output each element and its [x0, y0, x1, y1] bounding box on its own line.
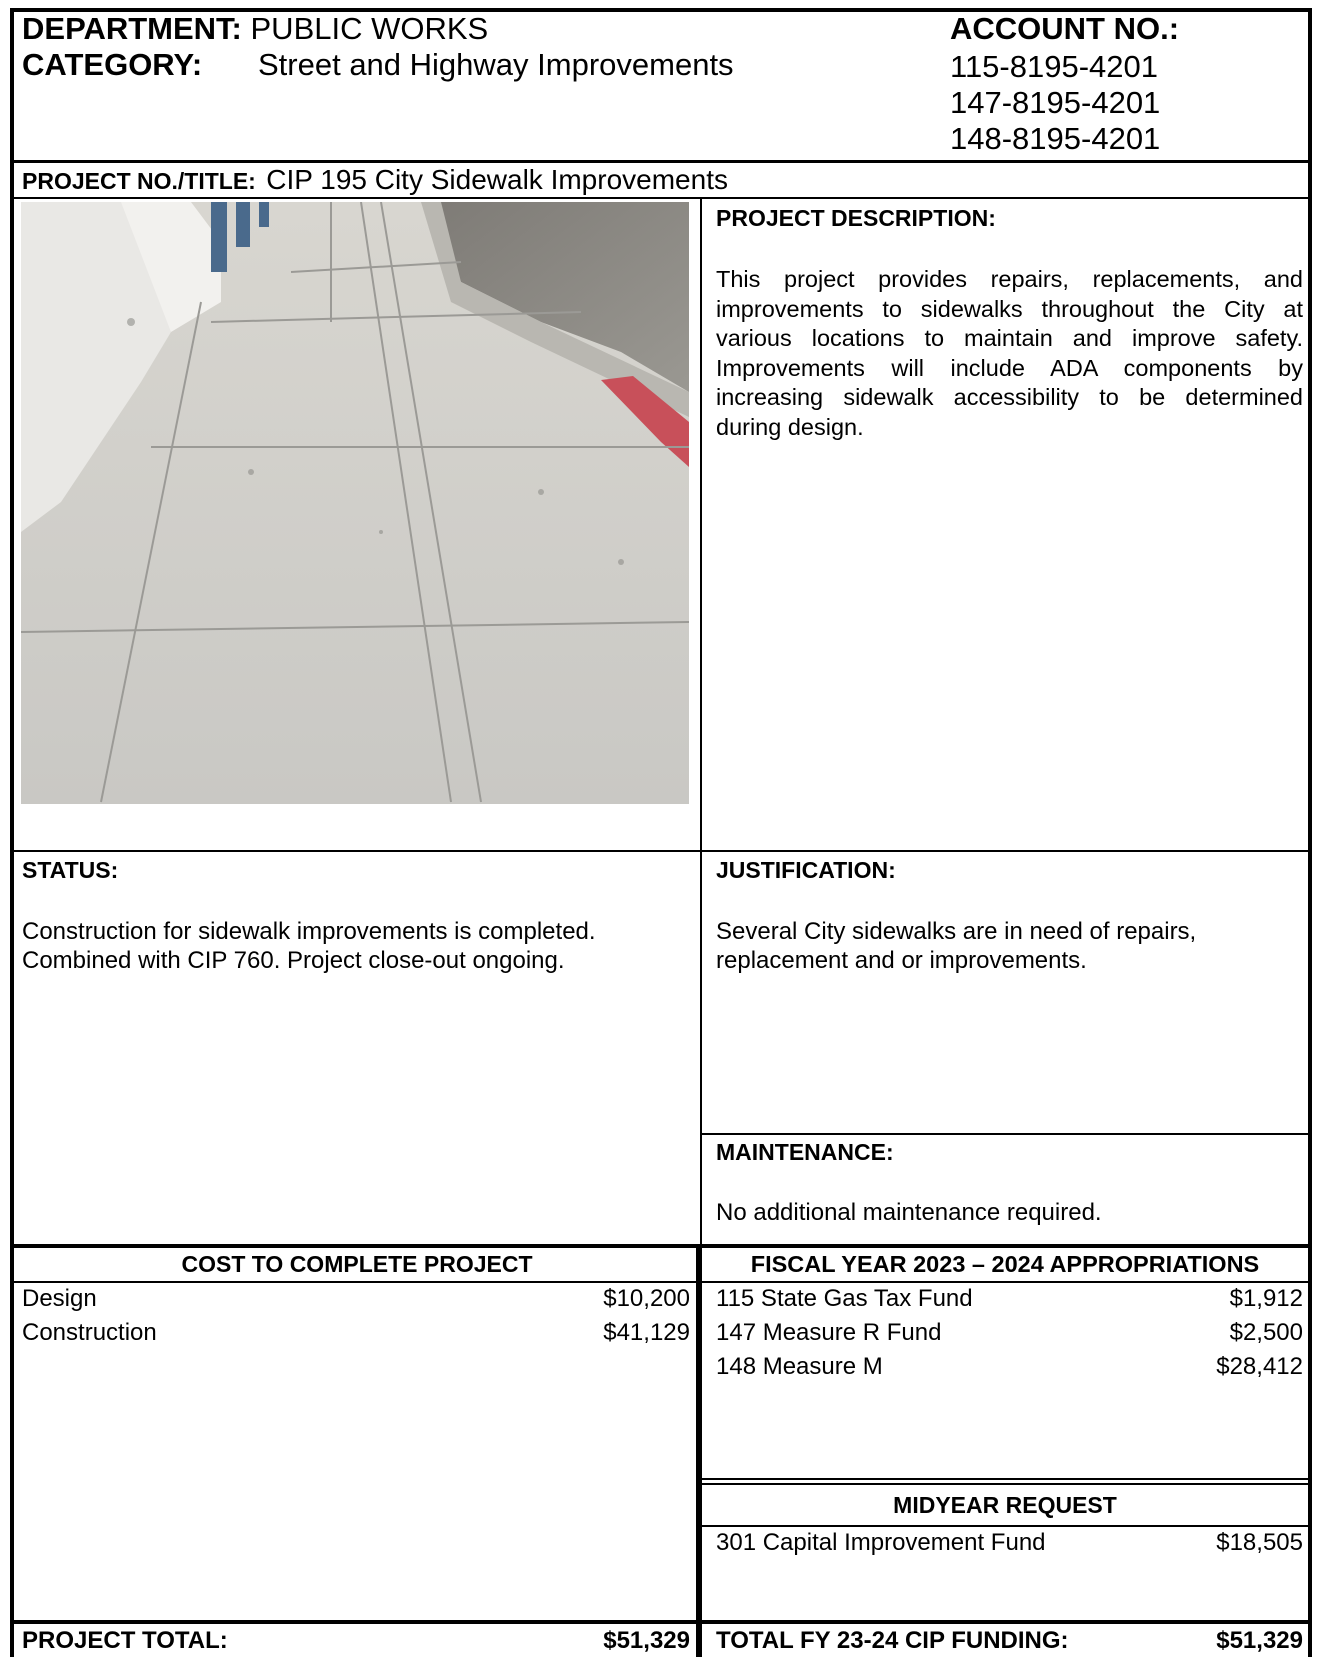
project-title-line — [22, 164, 728, 196]
appropriation-name: 148 Measure M — [716, 1353, 883, 1380]
totals-divider — [696, 1248, 700, 1657]
account-label: ACCOUNT NO.: — [950, 11, 1180, 46]
description-text: This project provides repairs, replacements, and improvements to sidewalks throughout the City at various locations to maintain and improve safety. Improvements will include ADA components by increasing sidewalk accessibility to be determined during design. — [716, 266, 1303, 440]
midyear-amount: $18,505 — [1216, 1529, 1303, 1556]
project-total-amount: $51,329 — [603, 1627, 690, 1654]
department-line — [22, 12, 488, 46]
divider — [10, 850, 1312, 852]
cost-item-amount: $10,200 — [603, 1285, 690, 1312]
appropriation-row — [716, 1318, 1303, 1347]
appropriation-amount: $1,912 — [1229, 1285, 1303, 1312]
category-value: Street and Highway Improvements — [258, 47, 734, 82]
maintenance-text: No additional maintenance required. — [716, 1199, 1102, 1226]
divider — [701, 1133, 1312, 1135]
funding-total-amount: $51,329 — [1216, 1627, 1303, 1654]
project-total-row — [22, 1626, 690, 1655]
divider — [10, 1281, 1312, 1283]
cost-item-amount: $41,129 — [603, 1319, 690, 1346]
category-line — [22, 48, 202, 82]
cost-row-design — [22, 1284, 690, 1313]
midyear-header: MIDYEAR REQUEST — [893, 1492, 1117, 1518]
center-divider — [700, 197, 702, 1657]
appropriation-amount: $2,500 — [1229, 1319, 1303, 1346]
midyear-row — [716, 1528, 1303, 1557]
department-label: DEPARTMENT: — [22, 11, 242, 46]
category-label: CATEGORY: — [22, 47, 203, 82]
divider — [10, 160, 1312, 163]
divider — [10, 1244, 1312, 1248]
appropriation-name: 147 Measure R Fund — [716, 1319, 942, 1346]
department-value: PUBLIC WORKS — [250, 11, 489, 46]
divider — [10, 1620, 1312, 1624]
status-text: Construction for sidewalk improvements is completed. Combined with CIP 760. Project close-out ongoing. — [22, 918, 596, 974]
divider — [701, 1483, 1312, 1485]
appropriation-amount: $28,412 — [1216, 1353, 1303, 1380]
appropriation-row — [716, 1284, 1303, 1313]
description-label: PROJECT DESCRIPTION: — [716, 205, 996, 231]
divider — [701, 1525, 1312, 1527]
project-label: PROJECT NO./TITLE: — [22, 168, 256, 194]
cost-header: COST TO COMPLETE PROJECT — [181, 1251, 533, 1277]
project-total-label: PROJECT TOTAL: — [22, 1627, 228, 1654]
midyear-name: 301 Capital Improvement Fund — [716, 1529, 1046, 1556]
appropriation-row — [716, 1352, 1303, 1381]
appropriations-header: FISCAL YEAR 2023 – 2024 APPROPRIATIONS — [750, 1251, 1260, 1277]
appropriation-name: 115 State Gas Tax Fund — [716, 1285, 973, 1312]
funding-total-label: TOTAL FY 23-24 CIP FUNDING: — [716, 1627, 1069, 1654]
sidewalk-photo — [21, 202, 689, 804]
divider — [701, 1478, 1312, 1480]
cost-row-construction — [22, 1318, 690, 1347]
account-number-2: 147-8195-4201 — [950, 85, 1161, 120]
justification-text: Several City sidewalks are in need of repairs, replacement and or improvements. — [716, 918, 1197, 974]
account-number-3: 148-8195-4201 — [950, 121, 1161, 156]
divider — [10, 197, 1312, 199]
status-label: STATUS: — [22, 857, 119, 883]
maintenance-label: MAINTENANCE: — [716, 1139, 894, 1165]
project-title: CIP 195 City Sidewalk Improvements — [266, 164, 728, 195]
account-number-1: 115-8195-4201 — [950, 49, 1158, 84]
cost-item-name: Construction — [22, 1319, 157, 1346]
justification-label: JUSTIFICATION: — [716, 857, 896, 883]
cost-item-name: Design — [22, 1285, 97, 1312]
funding-total-row — [716, 1626, 1303, 1655]
